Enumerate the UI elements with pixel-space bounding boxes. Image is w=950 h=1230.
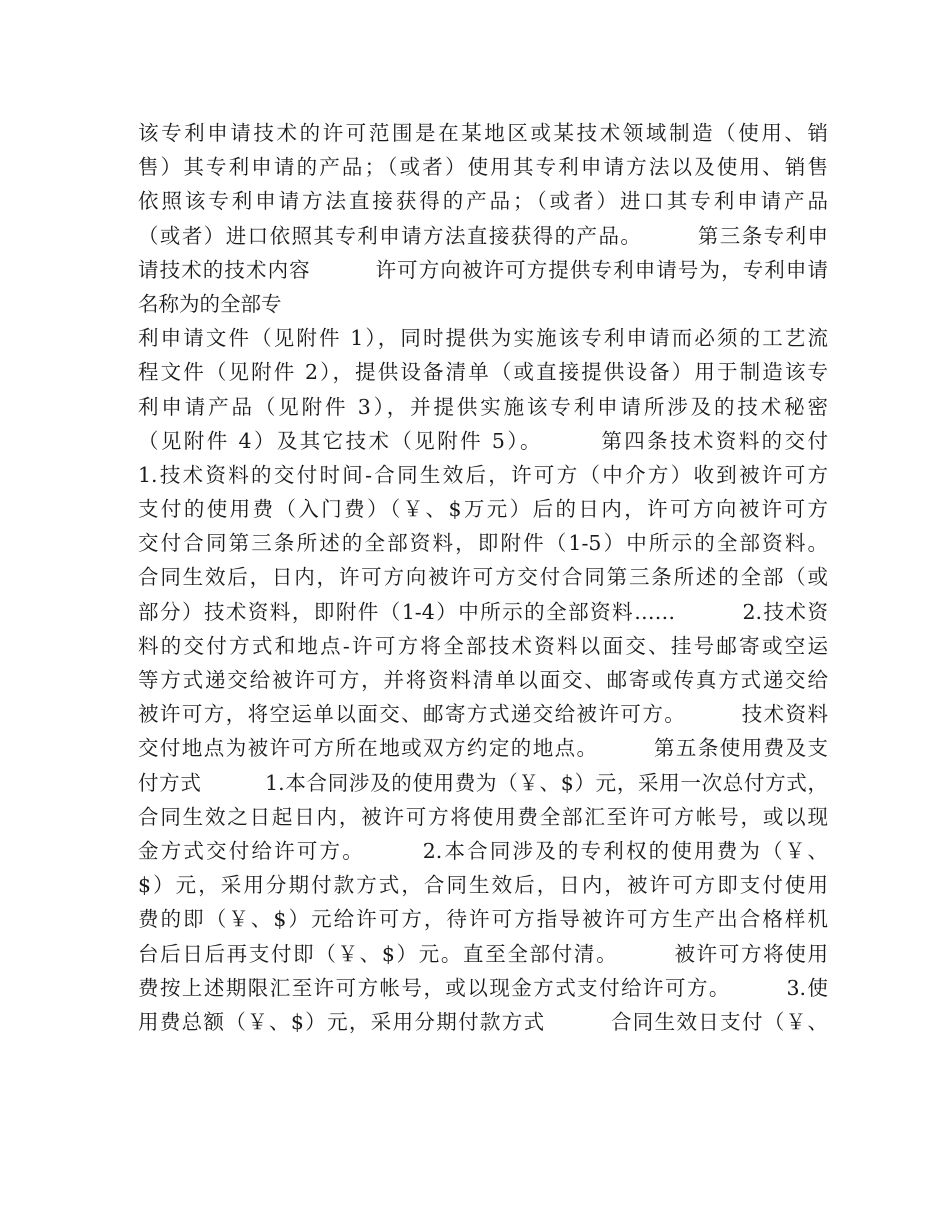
text-line: 该专利申请技术的许可范围是在某地区或某技术领域制造（使用、销: [138, 121, 828, 145]
text-line: 用费总额（￥、$）元，采用分期付款方式 合同生效日支付（￥、: [138, 1009, 828, 1034]
text-line: 售）其专利申请的产品；（或者）使用其专利申请方法以及使用、销售: [138, 155, 828, 180]
text-line: 付方式 1.本合同涉及的使用费为（￥、$）元，采用一次总付方式，: [138, 770, 828, 795]
text-line: 依照该专利申请方法直接获得的产品；（或者）进口其专利申请产品: [138, 189, 828, 214]
text-line: （见附件 4）及其它技术（见附件 5）。 第四条技术资料的交付: [138, 428, 828, 453]
text-line: 利申请文件（见附件 1），同时提供为实施该专利申请而必须的工艺流: [138, 326, 828, 351]
text-line: 被许可方，将空运单以面交、邮寄方式递交给被许可方。 技术资料: [138, 702, 828, 727]
text-line: 程文件（见附件 2），提供设备清单（或直接提供设备）用于制造该专: [138, 360, 828, 385]
text-line: 利申请产品（见附件 3），并提供实施该专利申请所涉及的技术秘密: [138, 394, 828, 419]
text-line: （或者）进口依照其专利申请方法直接获得的产品。 第三条专利申: [138, 223, 828, 248]
text-line: 交付地点为被许可方所在地或双方约定的地点。 第五条使用费及支: [138, 736, 828, 761]
text-line: 交付合同第三条所述的全部资料，即附件（1-5）中所示的全部资料。: [138, 531, 828, 556]
text-line: $）元，采用分期付款方式，合同生效后，日内，被许可方即支付使用: [138, 873, 828, 898]
text-line: 等方式递交给被许可方，并将资料清单以面交、邮寄或传真方式递交给: [138, 668, 828, 692]
text-line: 合同生效之日起日内，被许可方将使用费全部汇至许可方帐号，或以现: [138, 804, 828, 829]
document-body: [138, 116, 828, 1039]
text-line: 名称为的全部专: [138, 291, 282, 316]
text-line: 部分）技术资料，即附件（1-4）中所示的全部资料…… 2.技术资: [138, 599, 828, 624]
text-line: 台后日后再支付即（￥、$）元。直至全部付清。 被许可方将使用: [138, 941, 828, 966]
text-line: 金方式交付给许可方。 2.本合同涉及的专利权的使用费为（￥、: [138, 838, 828, 863]
text-line: 支付的使用费（入门费）（￥、$万元）后的日内，许可方向被许可方: [138, 497, 828, 522]
text-line: 费的即（￥、$）元给许可方，待许可方指导被许可方生产出合格样机: [138, 907, 828, 932]
text-line: 1.技术资料的交付时间-合同生效后，许可方（中介方）收到被许可方: [138, 462, 828, 487]
text-line: 料的交付方式和地点-许可方将全部技术资料以面交、挂号邮寄或空运: [138, 633, 828, 658]
text-line: 合同生效后，日内，许可方向被许可方交付合同第三条所述的全部（或: [138, 565, 828, 590]
text-line: 请技术的技术内容 许可方向被许可方提供专利申请号为，专利申请: [138, 257, 828, 282]
text-line: 费按上述期限汇至许可方帐号，或以现金方式支付给许可方。 3.使: [138, 975, 828, 1000]
